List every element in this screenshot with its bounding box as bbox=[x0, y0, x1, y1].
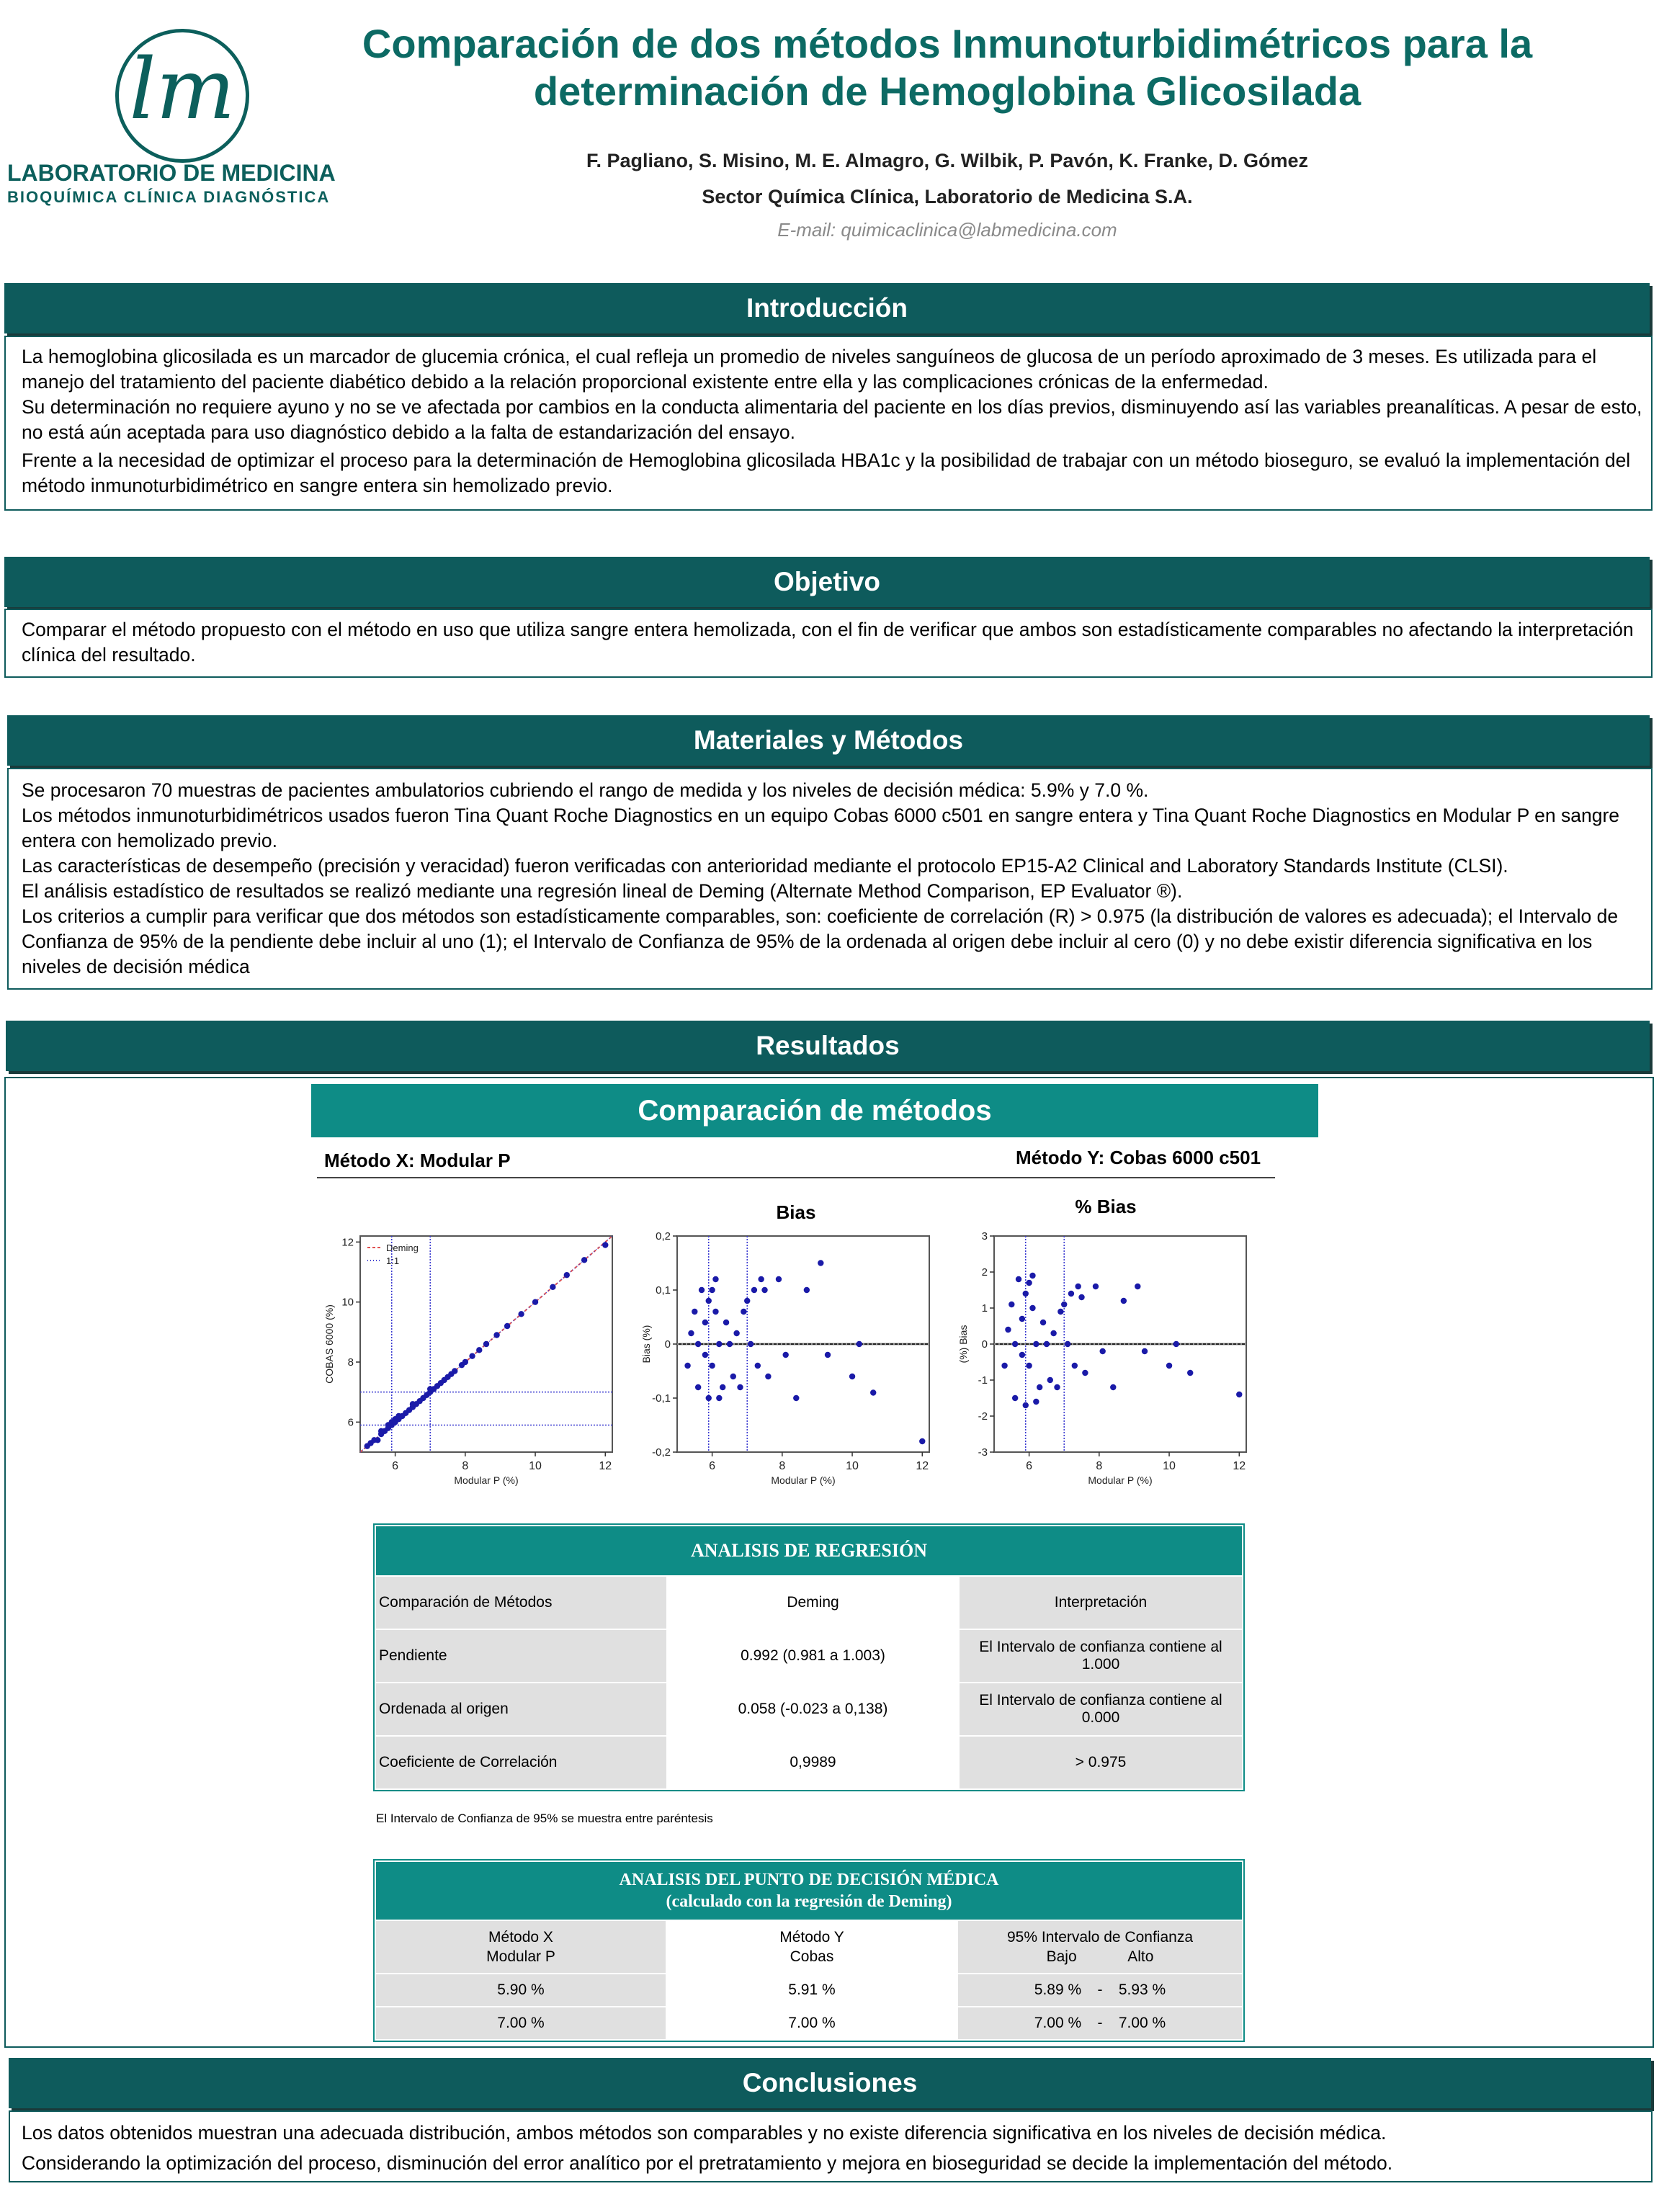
table-cell: Pendiente bbox=[375, 1629, 667, 1683]
data-point bbox=[1005, 1327, 1011, 1333]
y-tick-label: -2 bbox=[978, 1410, 988, 1423]
data-point bbox=[1068, 1291, 1074, 1297]
section-methods bbox=[7, 768, 1653, 990]
data-point bbox=[761, 1287, 767, 1293]
data-point bbox=[452, 1368, 457, 1374]
x-tick-label: 10 bbox=[1163, 1460, 1176, 1472]
y-tick-label: 0 bbox=[664, 1338, 671, 1351]
data-point bbox=[1040, 1320, 1046, 1325]
y-axis-label: COBAS 6000 (%) bbox=[323, 1304, 335, 1384]
comparison-banner: Comparación de métodos bbox=[311, 1084, 1318, 1137]
data-point bbox=[462, 1359, 468, 1365]
poster-title bbox=[303, 20, 1592, 115]
data-point bbox=[1019, 1352, 1025, 1358]
data-point bbox=[849, 1374, 855, 1379]
header-line: 95% Intervalo de Confianza bbox=[1007, 1929, 1193, 1945]
x-tick-label: 6 bbox=[1026, 1460, 1033, 1472]
data-point bbox=[744, 1298, 750, 1304]
data-point bbox=[1173, 1341, 1179, 1347]
data-point bbox=[1044, 1341, 1050, 1347]
data-point bbox=[476, 1347, 482, 1353]
section-heading-conclusions: Conclusiones bbox=[9, 2058, 1651, 2108]
data-point bbox=[688, 1330, 694, 1336]
data-point bbox=[695, 1341, 701, 1347]
data-point bbox=[804, 1287, 810, 1293]
x-axis-label: Modular P (%) bbox=[1088, 1474, 1153, 1486]
x-tick-label: 8 bbox=[462, 1460, 469, 1472]
header-line: Método Y bbox=[779, 1929, 844, 1945]
data-point bbox=[857, 1341, 862, 1347]
table-row bbox=[375, 2007, 1243, 2040]
data-point bbox=[1057, 1309, 1063, 1315]
data-point bbox=[1110, 1384, 1116, 1390]
ci-low: 7.00 % bbox=[1034, 2015, 1082, 2031]
header-line: Método X bbox=[488, 1929, 553, 1945]
data-point bbox=[1026, 1363, 1032, 1369]
data-point bbox=[1012, 1341, 1018, 1347]
decision-point-table bbox=[375, 1861, 1243, 2041]
table-cell: 5.91 % bbox=[666, 1974, 957, 2007]
data-point bbox=[550, 1284, 555, 1290]
y-tick-label: 8 bbox=[347, 1356, 354, 1369]
data-point bbox=[1037, 1384, 1042, 1390]
data-point bbox=[748, 1341, 754, 1347]
data-point bbox=[1050, 1330, 1056, 1336]
section-heading-intro: Introducción bbox=[4, 283, 1650, 333]
data-point bbox=[782, 1352, 788, 1358]
data-point bbox=[684, 1363, 690, 1369]
x-tick-label: 8 bbox=[1096, 1460, 1103, 1472]
table-cell: 5.90 % bbox=[375, 1974, 666, 2007]
method-y-label: Método Y: Cobas 6000 c501 bbox=[1016, 1147, 1261, 1168]
ci-high: 5.93 % bbox=[1118, 1982, 1166, 1998]
data-point bbox=[692, 1309, 697, 1315]
data-point bbox=[1236, 1392, 1242, 1397]
contact-email: E-mail: quimicaclinica@labmedicina.com bbox=[777, 219, 1117, 241]
y-tick-label: 1 bbox=[981, 1302, 988, 1315]
section-conclusions bbox=[9, 2110, 1653, 2182]
section-heading-results: Resultados bbox=[6, 1021, 1650, 1071]
x-tick-label: 12 bbox=[916, 1460, 929, 1472]
data-point bbox=[695, 1384, 701, 1390]
data-point bbox=[737, 1384, 743, 1390]
intro-paragraph: Su determinación no requiere ayuno y no se ve afectada por cambios en la conducta alimentaria del paciente en los días previos, disminuyendo así las variables preanalíticas. A pesar de esto, no está aún aceptada para uso diagnóstico debido a la falta de estandarización del ensayo. bbox=[22, 396, 1642, 443]
data-point bbox=[1016, 1276, 1021, 1282]
data-point bbox=[1012, 1395, 1018, 1401]
data-point bbox=[758, 1276, 764, 1282]
logo-subtitle: BIOQUÍMICA CLÍNICA DIAGNÓSTICA bbox=[7, 188, 331, 206]
table-row bbox=[375, 1683, 1243, 1736]
data-point bbox=[776, 1276, 782, 1282]
table-row bbox=[375, 1629, 1243, 1683]
ci-separator: - bbox=[1097, 1982, 1103, 1998]
data-point bbox=[504, 1323, 510, 1329]
table-header-cell: Interpretación bbox=[959, 1576, 1243, 1629]
data-point bbox=[1023, 1402, 1029, 1408]
table-cell: Ordenada al origen bbox=[375, 1683, 667, 1736]
conclusion-paragraph: Considerando la optimización del proceso, disminución del error analítico por el pretratamiento y mejora en bioseguridad se decide la implementación del método. bbox=[22, 2152, 1393, 2174]
title-line-2: determinación de Hemoglobina Glicosilada bbox=[533, 68, 1361, 114]
x-axis-label: Modular P (%) bbox=[454, 1474, 519, 1486]
methods-paragraph: Se procesaron 70 muestras de pacientes ambulatorios cubriendo el rango de medida y los niveles de decisión médica: 5.9% y 7.0 %. bbox=[22, 779, 1149, 801]
data-point bbox=[716, 1341, 722, 1347]
bias-plot-title: Bias bbox=[776, 1201, 816, 1223]
data-point bbox=[1023, 1291, 1029, 1297]
affiliation: Sector Química Clínica, Laboratorio de Medicina S.A. bbox=[702, 186, 1193, 207]
table-cell: 0.058 (-0.023 a 0,138) bbox=[667, 1683, 959, 1736]
header-line: Cobas bbox=[790, 1948, 834, 1965]
data-point bbox=[733, 1330, 739, 1336]
data-point bbox=[532, 1299, 538, 1304]
y-tick-label: 3 bbox=[981, 1230, 988, 1242]
data-point bbox=[1026, 1280, 1032, 1286]
logo-name: LABORATORIO DE MEDICINA bbox=[7, 160, 336, 186]
y-axis-label: Bias (%) bbox=[640, 1325, 652, 1364]
data-point bbox=[483, 1341, 489, 1347]
data-point bbox=[727, 1341, 733, 1347]
data-point bbox=[712, 1276, 718, 1282]
x-tick-label: 12 bbox=[1233, 1460, 1246, 1472]
x-axis-label: Modular P (%) bbox=[771, 1474, 836, 1486]
percent-bias-plot-title: % Bias bbox=[1075, 1196, 1137, 1217]
x-tick-label: 10 bbox=[529, 1460, 542, 1472]
data-point bbox=[709, 1287, 715, 1293]
header-line: Modular P bbox=[486, 1948, 555, 1965]
table-header-cell bbox=[375, 1920, 666, 1974]
data-point bbox=[699, 1287, 705, 1293]
y-tick-label: 6 bbox=[347, 1416, 354, 1429]
data-point bbox=[709, 1363, 715, 1369]
x-tick-label: 10 bbox=[846, 1460, 859, 1472]
y-tick-label: 0,1 bbox=[656, 1284, 671, 1297]
data-point bbox=[825, 1352, 831, 1358]
table-cell bbox=[957, 2007, 1243, 2040]
table-header-cell: Comparación de Métodos bbox=[375, 1576, 667, 1629]
percent-bias-scatter-plot bbox=[951, 1217, 1261, 1498]
data-point bbox=[1029, 1273, 1035, 1279]
section-intro bbox=[4, 336, 1653, 511]
data-point bbox=[751, 1287, 757, 1293]
header-line: Bajo bbox=[1046, 1948, 1077, 1965]
y-axis-label: (%) Bias bbox=[957, 1325, 969, 1364]
data-point bbox=[1166, 1363, 1172, 1369]
data-point bbox=[581, 1257, 587, 1263]
section-heading-objective: Objetivo bbox=[4, 557, 1650, 607]
data-point bbox=[702, 1320, 708, 1325]
table-header-cell bbox=[957, 1920, 1243, 1974]
decision-title-line-1: ANALISIS DEL PUNTO DE DECISIÓN MÉDICA bbox=[619, 1871, 999, 1889]
methods-paragraph: Los criterios a cumplir para verificar que dos métodos son estadísticamente comparables, son: coeficiente de correlación (R) > 0.975 (la distribución de valores es adecuada); el Intervalo de Confianza de 95% de la pendiente debe incluir al uno (1); el Intervalo de Confianza de 95% de la ordenada al origen debe incluir al cero (0) y no debe existir diferencia significativa en los niveles de decisión médica bbox=[22, 905, 1619, 977]
methods-paragraph: Las características de desempeño (precisión y veracidad) fueron verificadas con anterioridad mediante el protocolo EP15-A2 Clinical and Laboratory Standards Institute (CLSI). bbox=[22, 855, 1508, 877]
data-point bbox=[493, 1332, 499, 1338]
data-point bbox=[564, 1272, 570, 1278]
data-point bbox=[1082, 1370, 1088, 1376]
data-point bbox=[1001, 1363, 1007, 1369]
data-point bbox=[1099, 1348, 1105, 1354]
legend-identity-label: 1:1 bbox=[386, 1255, 400, 1266]
table-cell: El Intervalo de confianza contiene al 1.000 bbox=[959, 1629, 1243, 1683]
data-point bbox=[702, 1352, 708, 1358]
data-point bbox=[1054, 1384, 1060, 1390]
data-point bbox=[1187, 1370, 1193, 1376]
data-point bbox=[469, 1353, 475, 1358]
data-point bbox=[1072, 1363, 1078, 1369]
header-line: Alto bbox=[1127, 1948, 1154, 1965]
table-cell: 0.992 (0.981 a 1.003) bbox=[667, 1629, 959, 1683]
data-point bbox=[720, 1384, 725, 1390]
data-point bbox=[706, 1395, 712, 1401]
conclusion-paragraph: Los datos obtenidos muestran una adecuada distribución, ambos métodos son comparables y no existe diferencia significativa en los niveles de decisión médica. bbox=[22, 2122, 1387, 2144]
data-point bbox=[1033, 1341, 1039, 1347]
data-point bbox=[1093, 1284, 1099, 1289]
y-tick-label: 0 bbox=[981, 1338, 988, 1351]
data-point bbox=[1075, 1284, 1081, 1289]
bias-scatter-plot bbox=[634, 1217, 944, 1498]
logo-emblem bbox=[115, 29, 249, 163]
intro-paragraph: La hemoglobina glicosilada es un marcador de glucemia crónica, el cual refleja un promedio de niveles sanguíneos de glucosa de un período aproximado de 3 meses. Es utilizada para el manejo del tratamiento del paciente diabético debido a la relación proporcional existente entre ella y las complicaciones crónicas de la enfermedad. bbox=[22, 346, 1597, 393]
data-point bbox=[818, 1260, 823, 1266]
data-point bbox=[706, 1298, 712, 1304]
data-point bbox=[1135, 1284, 1140, 1289]
logo-monogram: lm bbox=[129, 41, 236, 138]
methods-paragraph: Los métodos inmunoturbidimétricos usados fueron Tina Quant Roche Diagnostics en un equipo Cobas 6000 c501 en sangre entera y Tina Quant Roche Diagnostics en Modular P en sangre entera con hemolizado previo. bbox=[22, 805, 1620, 851]
data-point bbox=[741, 1309, 746, 1315]
data-point bbox=[1078, 1294, 1084, 1300]
y-tick-label: 2 bbox=[981, 1266, 988, 1279]
data-point bbox=[1061, 1302, 1067, 1307]
ci-low: 5.89 % bbox=[1034, 1982, 1082, 1998]
x-tick-label: 6 bbox=[709, 1460, 716, 1472]
data-point bbox=[1019, 1316, 1025, 1322]
ci-high: 7.00 % bbox=[1118, 2015, 1166, 2031]
y-tick-label: -0,2 bbox=[652, 1446, 671, 1459]
x-tick-label: 12 bbox=[599, 1460, 612, 1472]
data-point bbox=[716, 1395, 722, 1401]
table-cell: > 0.975 bbox=[959, 1736, 1243, 1789]
regression-table bbox=[375, 1525, 1243, 1790]
data-point bbox=[375, 1437, 380, 1443]
data-point bbox=[723, 1320, 729, 1325]
objective-paragraph: Comparar el método propuesto con el método en uso que utiliza sangre entera hemolizada, con el fin de verificar que ambos son estadísticamente comparables no afectando la interpretación clínica del resultado. bbox=[22, 619, 1634, 666]
x-tick-label: 6 bbox=[392, 1460, 399, 1472]
data-point bbox=[793, 1395, 799, 1401]
data-point bbox=[518, 1311, 524, 1317]
data-point bbox=[1121, 1298, 1127, 1304]
legend-deming-label: Deming bbox=[386, 1242, 419, 1253]
table-cell: 7.00 % bbox=[666, 2007, 957, 2040]
data-point bbox=[1065, 1341, 1070, 1347]
table-row bbox=[375, 1974, 1243, 2007]
ci-separator: - bbox=[1097, 2015, 1103, 2031]
data-point bbox=[1047, 1377, 1053, 1383]
table-cell bbox=[957, 1974, 1243, 2007]
y-tick-label: 12 bbox=[341, 1236, 354, 1249]
table-cell: 0,9989 bbox=[667, 1736, 959, 1789]
y-tick-label: -0,1 bbox=[652, 1392, 671, 1405]
section-heading-methods: Materiales y Métodos bbox=[7, 715, 1650, 766]
x-tick-label: 8 bbox=[779, 1460, 786, 1472]
title-line-1: Comparación de dos métodos Inmunoturbidimétricos para la bbox=[362, 21, 1533, 66]
regression-note: El Intervalo de Confianza de 95% se muestra entre paréntesis bbox=[376, 1812, 713, 1825]
decision-title-line-2: (calculado con la regresión de Deming) bbox=[666, 1892, 952, 1911]
regression-table-title: ANALISIS DE REGRESIÓN bbox=[375, 1526, 1243, 1576]
deming-scatter-plot bbox=[317, 1217, 627, 1498]
y-tick-label: -1 bbox=[978, 1374, 988, 1387]
data-point bbox=[602, 1242, 608, 1248]
y-tick-label: -3 bbox=[978, 1446, 988, 1459]
data-point bbox=[1142, 1348, 1148, 1354]
section-objective bbox=[4, 609, 1653, 678]
data-point bbox=[919, 1438, 925, 1444]
data-point bbox=[1033, 1399, 1039, 1405]
data-point bbox=[712, 1309, 718, 1315]
table-header-cell bbox=[666, 1920, 957, 1974]
data-point bbox=[755, 1363, 761, 1369]
table-header-cell: Deming bbox=[667, 1576, 959, 1629]
data-point bbox=[765, 1374, 771, 1379]
y-tick-label: 0,2 bbox=[656, 1230, 671, 1242]
method-x-label: Método X: Modular P bbox=[324, 1150, 511, 1171]
y-tick-label: 10 bbox=[341, 1296, 354, 1309]
table-cell: El Intervalo de confianza contiene al 0.000 bbox=[959, 1683, 1243, 1736]
data-point bbox=[1009, 1302, 1014, 1307]
table-cell: Coeficiente de Correlación bbox=[375, 1736, 667, 1789]
data-point bbox=[730, 1374, 736, 1379]
intro-paragraph: Frente a la necesidad de optimizar el proceso para la determinación de Hemoglobina glicosilada HBA1c y la posibilidad de trabajar con un método bioseguro, se evaluó la implementación del método inmunoturbidimétrico en sangre entera sin hemolizado previo. bbox=[22, 449, 1631, 496]
divider bbox=[317, 1177, 1275, 1178]
table-cell: 7.00 % bbox=[375, 2007, 666, 2040]
data-point bbox=[870, 1389, 876, 1395]
methods-paragraph: El análisis estadístico de resultados se realizó mediante una regresión lineal de Deming (Alternate Method Comparison, EP Evaluator ®). bbox=[22, 880, 1183, 902]
decision-table-title bbox=[375, 1861, 1243, 1920]
authors: F. Pagliano, S. Misino, M. E. Almagro, G. Wilbik, P. Pavón, K. Franke, D. Gómez bbox=[586, 150, 1308, 171]
table-row bbox=[375, 1736, 1243, 1789]
data-point bbox=[1029, 1305, 1035, 1311]
